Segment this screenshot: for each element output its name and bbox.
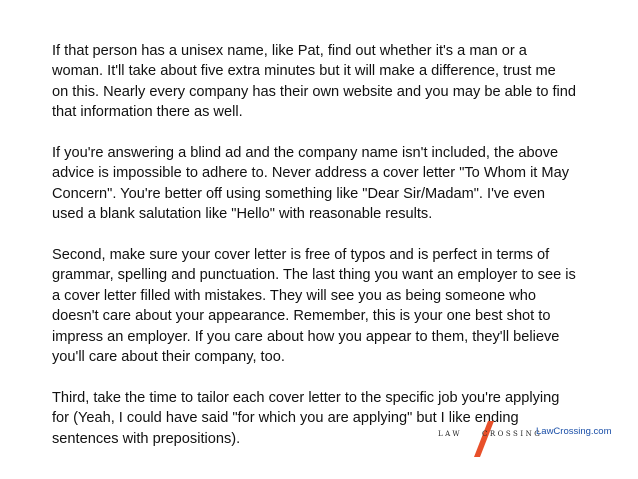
- text-line: If that person has a unisex name, like Pat, find out whether it's a man or a: [52, 43, 527, 59]
- text-line: used a blank salutation like "Hello" with reasonable results.: [52, 206, 433, 223]
- text-line: a cover letter filled with mistakes. They will see you as being someone who: [52, 287, 536, 304]
- logo-text-law: LAW: [438, 430, 463, 438]
- text-line: sentences with prepositions).: [52, 430, 241, 447]
- article-body: [52, 41, 612, 449]
- paragraph-typos: [52, 245, 612, 367]
- text-line: doesn't care about your appearance. Remember, this is your one best shot to: [52, 308, 551, 325]
- text-line: woman. It'll take about five extra minutes but it will make a difference, trust me: [52, 63, 556, 80]
- text-line: advice is impossible to adhere to. Never address a cover letter "To Whom it May: [52, 165, 569, 182]
- text-line: Concern". You're better off using something like "Dear Sir/Madam". I've even: [52, 185, 545, 202]
- text-line: If you're answering a blind ad and the company name isn't included, the above: [52, 145, 559, 162]
- text-line: for (Yeah, I could have said "for which you are applying" but I like ending: [52, 410, 519, 427]
- paragraph-unisex-name: [52, 41, 612, 123]
- paragraph-tailor: [52, 388, 612, 449]
- text-line: impress an employer. If you care about how you appear to them, they'll believe: [52, 328, 560, 345]
- text-line: grammar, spelling and punctuation. The last thing you want an employer to see is: [52, 267, 576, 284]
- lawcrossing-logo: [438, 419, 543, 459]
- text-line: on this. Nearly every company has their own website and you may be able to find: [52, 83, 577, 100]
- text-line: Third, take the time to tailor each cover letter to the specific job you're applying: [52, 389, 560, 406]
- text-line: that information there as well.: [52, 104, 243, 121]
- slash-logo-icon: [438, 419, 528, 459]
- text-line: Second, make sure your cover letter is free of typos and is perfect in terms of: [52, 247, 550, 264]
- logo-text-crossing: CROSSING: [482, 430, 543, 438]
- paragraph-blind-ad: [52, 143, 612, 225]
- lawcrossing-site-link[interactable]: LawCrossing.com: [536, 426, 612, 437]
- text-line: you'll care about their company, too.: [52, 349, 285, 366]
